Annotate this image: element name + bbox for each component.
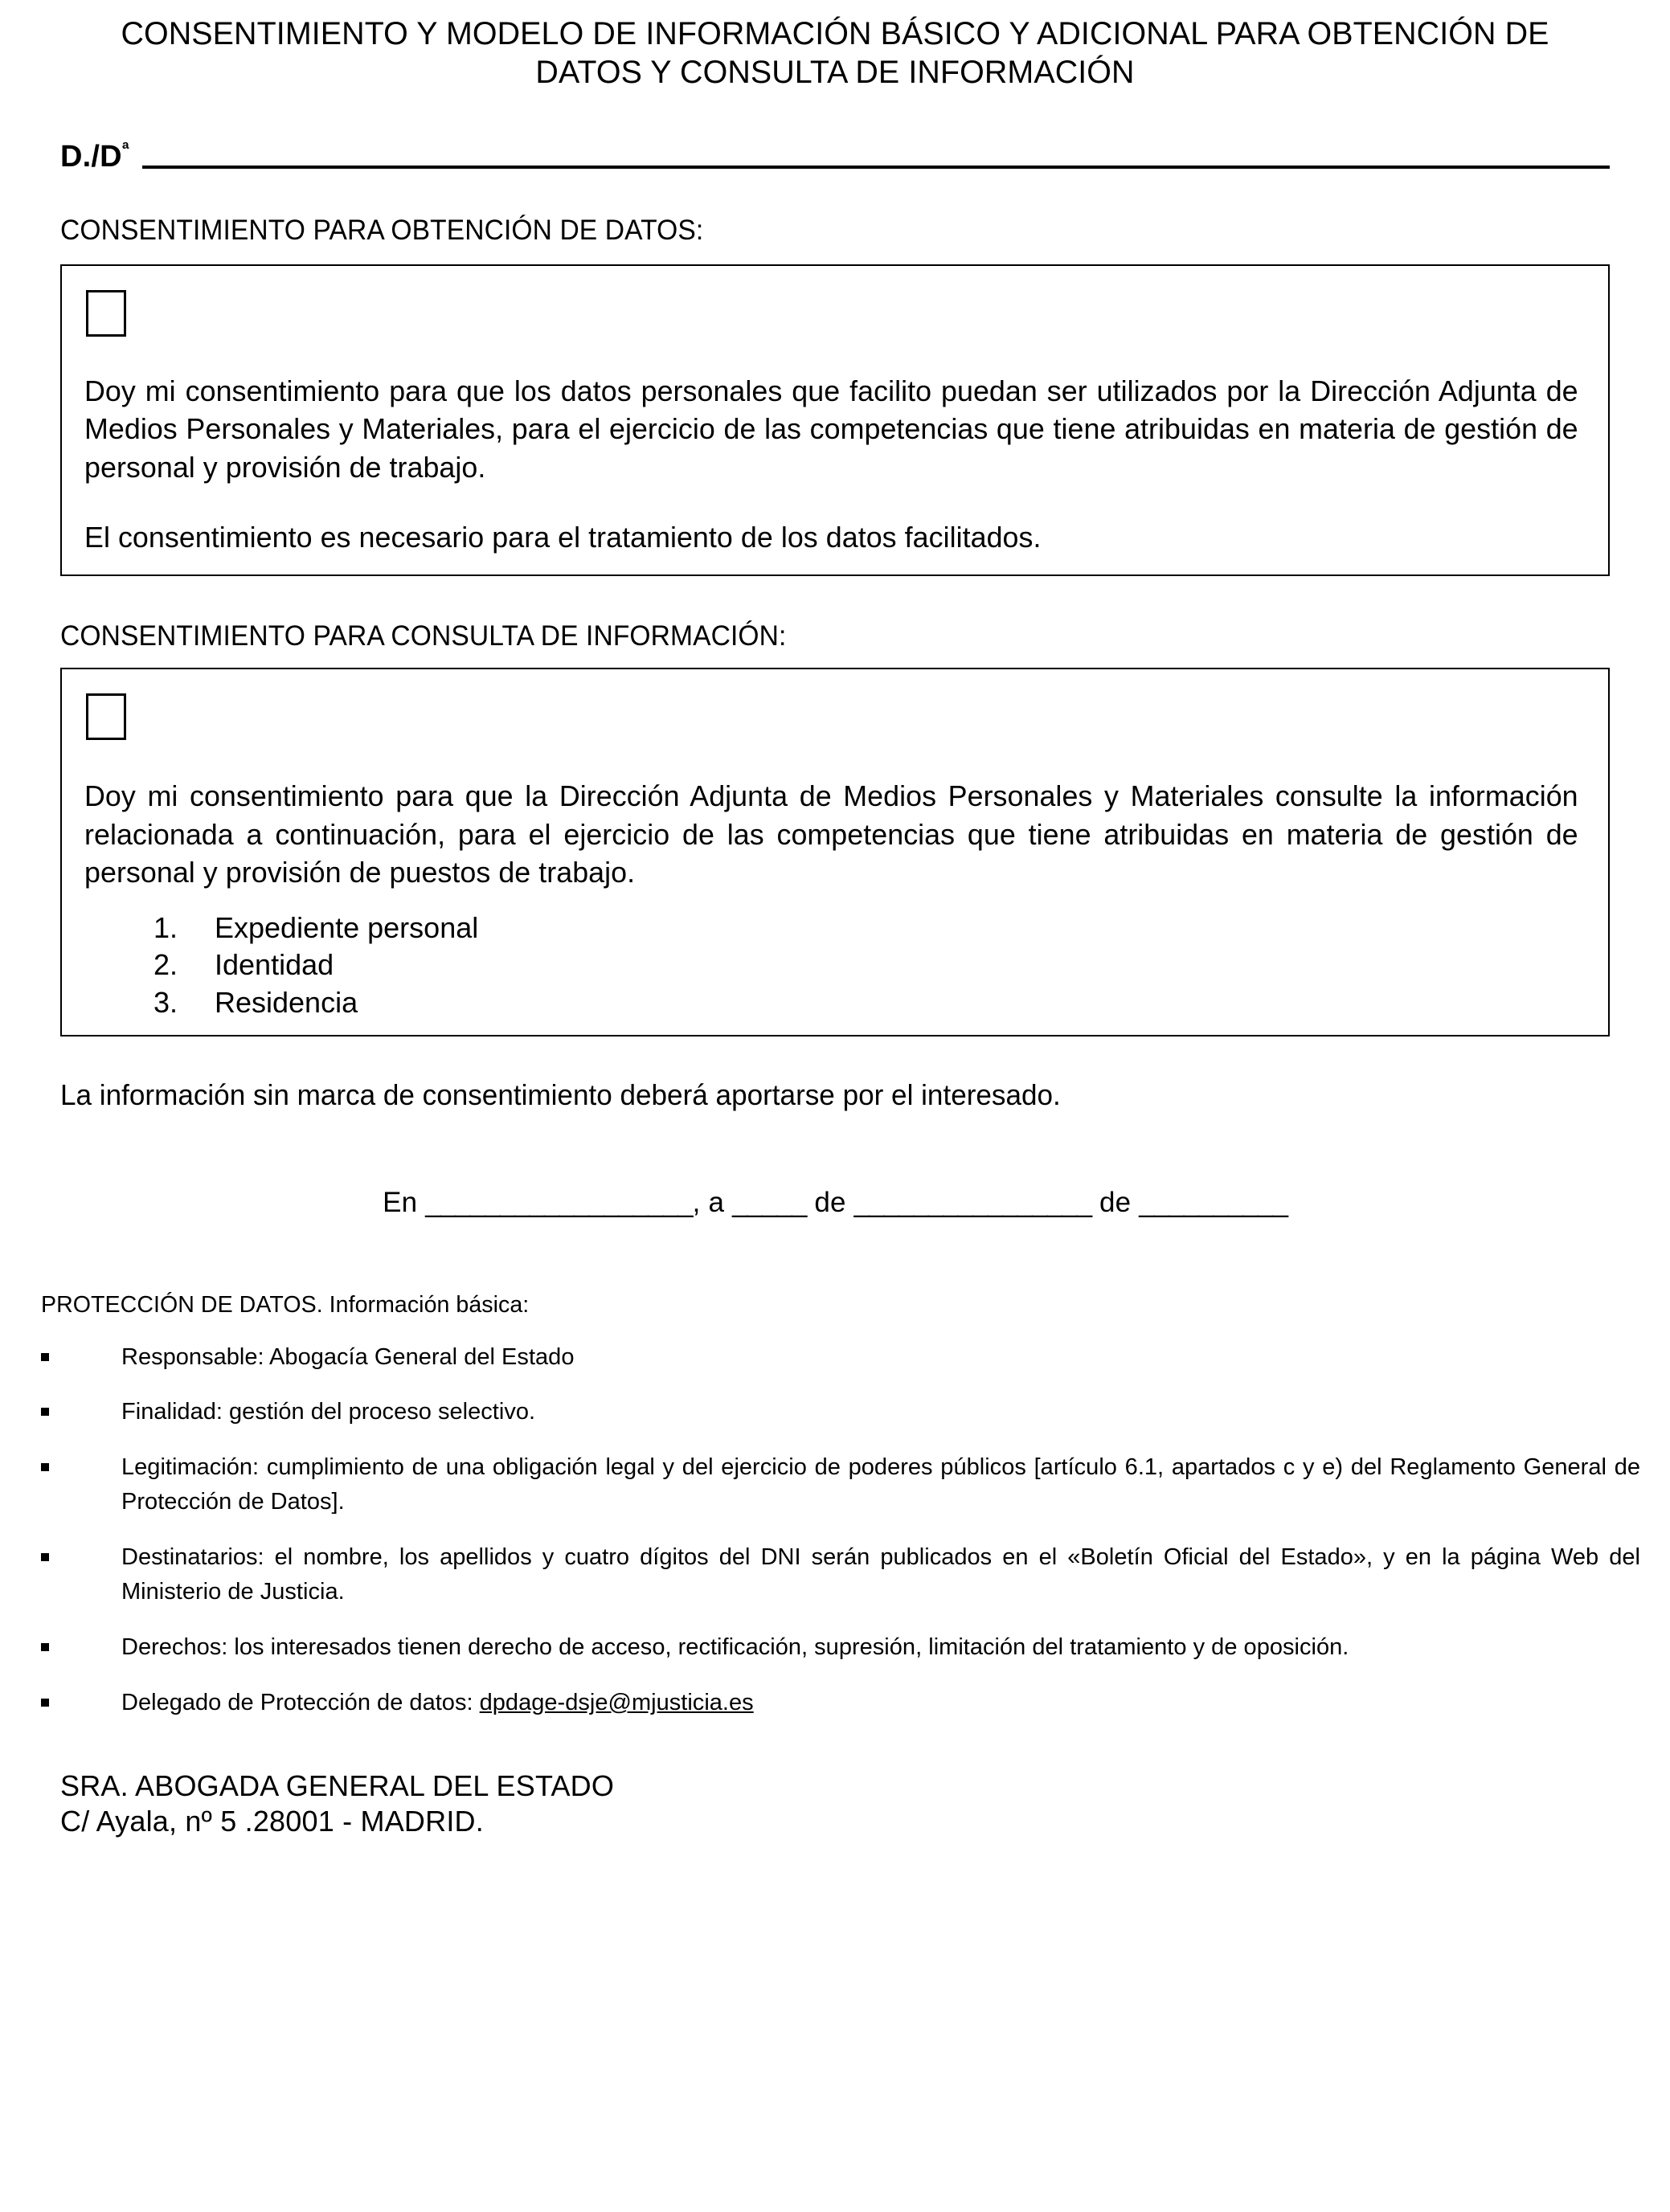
consent-paragraph-consulta-informacion: Doy mi consentimiento para que la Dirección Adjunta de Medios Personales y Materiales consulte la información relacionada a continuación, para el ejercicio de las competencias que tiene atribuidas en materia de gestión de personal y provisión de puestos de trabajo. <box>84 779 1578 889</box>
list-item-text: Finalidad: gestión del proceso selectivo. <box>121 1399 536 1425</box>
list-item-text: Legitimación: cumplimiento de una obligación legal y del ejercicio de poderes públicos [artículo 6.1, apartados c y e) del Reglamento General de Protección de Datos]. <box>121 1454 1640 1515</box>
list-item-label: Residencia <box>215 986 358 1020</box>
list-item <box>41 1395 1647 1429</box>
name-field-row <box>60 138 1610 174</box>
consent-box-consulta-informacion <box>60 668 1610 1036</box>
list-item-text: Delegado de Protección de datos: <box>121 1689 480 1715</box>
place-date-de-1: de <box>814 1187 846 1218</box>
square-bullet-icon <box>41 1353 49 1361</box>
consent-checkbox-consulta-informacion[interactable] <box>86 693 126 740</box>
page-title-line-2: DATOS Y CONSULTA DE INFORMACIÓN <box>535 55 1135 90</box>
section-heading-obtencion-datos: CONSENTIMIENTO PARA OBTENCIÓN DE DATOS: <box>60 215 704 246</box>
list-item <box>41 1540 1647 1609</box>
footer-address-line-2: C/ Ayala, nº 5 .28001 - MADRID. <box>60 1804 484 1838</box>
place-date-de-2: de <box>1099 1187 1132 1218</box>
list-item-number: 3. <box>153 986 178 1020</box>
square-bullet-icon <box>41 1643 49 1651</box>
list-item <box>84 984 1586 1022</box>
page-title <box>72 0 1598 92</box>
list-item-text: Responsable: Abogacía General del Estado <box>121 1343 575 1370</box>
data-protection-heading: PROTECCIÓN DE DATOS. Información básica: <box>41 1291 530 1318</box>
list-item-text: Derechos: los interesados tienen derecho de acceso, rectificación, supresión, limitación del tratamiento y de oposición. <box>121 1633 1349 1660</box>
square-bullet-icon <box>41 1699 49 1707</box>
name-input-line[interactable] <box>142 166 1610 169</box>
list-item-label: Expediente personal <box>215 910 479 944</box>
data-protection-section <box>23 1291 1647 1720</box>
list-item <box>41 1686 1647 1720</box>
month-blank[interactable]: ________________ <box>853 1187 1092 1218</box>
list-item <box>41 1630 1647 1665</box>
list-item-text: Destinatarios: el nombre, los apellidos y cuatro dígitos del DNI serán publicados en el «Boletín Oficial del Estado», y en la página Web del Ministerio de Justicia. <box>121 1544 1640 1605</box>
year-blank[interactable]: __________ <box>1139 1187 1287 1218</box>
square-bullet-icon <box>41 1408 49 1416</box>
name-field-label-superscript: ª <box>121 138 129 160</box>
list-item <box>41 1450 1647 1519</box>
square-bullet-icon <box>41 1553 49 1561</box>
consent-paragraph-obtencion-datos-1: Doy mi consentimiento para que los datos personales que facilito puedan ser utilizados por la Dirección Adjunta de Medios Personales y Materiales, para el ejercicio de las competencias que tiene atribuidas en materia de gestión de personal y provisión de trabajo. <box>84 374 1578 484</box>
place-blank[interactable]: __________________ <box>425 1187 693 1218</box>
section-heading-consulta-informacion: CONSENTIMIENTO PARA CONSULTA DE INFORMACIÓN: <box>60 619 787 652</box>
name-field-label <box>60 138 129 174</box>
data-protection-list <box>23 1340 1647 1720</box>
list-item <box>84 910 1586 947</box>
place-date-line <box>60 1185 1610 1220</box>
list-item-number: 2. <box>153 948 178 982</box>
list-item <box>84 947 1586 984</box>
footer-address <box>60 1768 1610 1839</box>
consulta-items-list <box>84 910 1586 1022</box>
place-date-en-label: En <box>383 1187 418 1218</box>
list-item <box>41 1340 1647 1375</box>
square-bullet-icon <box>41 1463 49 1471</box>
consent-note: La información sin marca de consentimiento deberá aportarse por el interesado. <box>60 1078 1061 1111</box>
consent-paragraph-obtencion-datos-2: El consentimiento es necesario para el tratamiento de los datos facilitados. <box>84 521 1042 554</box>
footer-address-line-1: SRA. ABOGADA GENERAL DEL ESTADO <box>60 1768 615 1802</box>
name-field-label-text: D./D <box>60 140 122 174</box>
dpo-email-link[interactable]: dpdage-dsje@mjusticia.es <box>479 1689 754 1715</box>
place-date-comma-a: , a <box>692 1187 725 1218</box>
day-blank[interactable]: _____ <box>732 1187 807 1218</box>
consent-box-obtencion-datos <box>60 264 1610 576</box>
page-title-line-1: CONSENTIMIENTO Y MODELO DE INFORMACIÓN BÁSICO Y ADICIONAL PARA OBTENCIÓN DE <box>121 16 1549 51</box>
list-item-label: Identidad <box>215 948 334 982</box>
consent-checkbox-obtencion-datos[interactable] <box>86 290 126 337</box>
list-item-number: 1. <box>153 910 178 944</box>
